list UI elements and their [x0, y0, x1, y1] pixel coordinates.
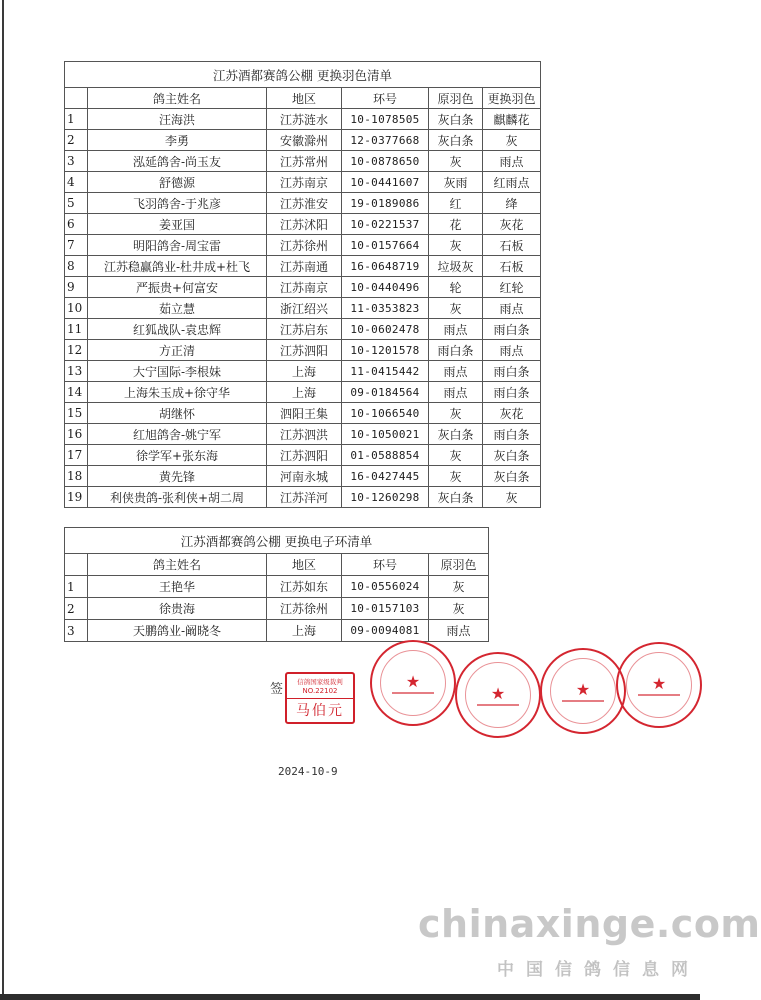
table-row	[65, 109, 541, 130]
table-cell: 上海	[267, 382, 342, 403]
table-cell: 雨点	[483, 298, 541, 319]
table-cell: 灰	[429, 235, 483, 256]
table-cell: 江苏泗洪	[267, 424, 342, 445]
license-stamp-number: NO.22102	[302, 687, 338, 695]
table-cell: 雨白条	[483, 424, 541, 445]
referee-license-stamp	[285, 672, 355, 724]
table-cell: 上海	[267, 361, 342, 382]
table-cell: 上海朱玉成+徐守华	[88, 382, 267, 403]
table-row	[65, 445, 541, 466]
table-cell: 10-0221537	[342, 214, 429, 235]
table-cell: 垃圾灰	[429, 256, 483, 277]
table-row	[65, 424, 541, 445]
table-cell: 胡继怀	[88, 403, 267, 424]
table-cell: 江苏沭阳	[267, 214, 342, 235]
column-header: 鸽主姓名	[88, 88, 267, 109]
table-cell: 轮	[429, 277, 483, 298]
table-cell: 江苏南京	[267, 277, 342, 298]
table-cell: 10-1066540	[342, 403, 429, 424]
table-cell: 3	[65, 151, 88, 172]
bottom-edge	[0, 994, 700, 1000]
document-date: 2024-10-9	[278, 765, 338, 778]
table-cell: 红旭鸽舍-姚宁军	[88, 424, 267, 445]
table-cell: 灰	[483, 487, 541, 508]
site-name-watermark: 中国信鸽信息网	[497, 960, 700, 980]
table-cell: 大宁国际-李根妹	[88, 361, 267, 382]
column-header: 鸽主姓名	[88, 554, 267, 576]
table-cell: 18	[65, 466, 88, 487]
table-cell: 12-0377668	[342, 130, 429, 151]
table-cell: 灰白条	[483, 466, 541, 487]
table-row	[65, 598, 489, 620]
table-title-row	[65, 528, 489, 554]
table-cell: 石板	[483, 235, 541, 256]
table-cell: 4	[65, 172, 88, 193]
table-cell: 灰雨	[429, 172, 483, 193]
table-cell: 灰白条	[429, 487, 483, 508]
table-cell: 10-0441607	[342, 172, 429, 193]
table-cell: 10-0556024	[342, 576, 429, 598]
referee-seal-1: ★	[370, 640, 456, 726]
table-cell: 安徽滁州	[267, 130, 342, 151]
table-cell: 王艳华	[88, 576, 267, 598]
table-cell: 8	[65, 256, 88, 277]
referee-seal-4: ★	[616, 642, 702, 728]
table-row	[65, 403, 541, 424]
table-row	[65, 277, 541, 298]
table-row	[65, 172, 541, 193]
table-cell: 16-0648719	[342, 256, 429, 277]
table-cell: 江苏南通	[267, 256, 342, 277]
table-cell: 徐学军+张东海	[88, 445, 267, 466]
table-header-row	[65, 88, 541, 109]
table-cell: 黄先锋	[88, 466, 267, 487]
table-cell: 16-0427445	[342, 466, 429, 487]
table-cell: 10-1260298	[342, 487, 429, 508]
column-header: 地区	[267, 554, 342, 576]
table-cell: 09-0094081	[342, 620, 429, 642]
table-cell: 灰白条	[429, 130, 483, 151]
table-cell: 10-0878650	[342, 151, 429, 172]
table-cell: 红轮	[483, 277, 541, 298]
table-cell: 江苏常州	[267, 151, 342, 172]
table-cell: 2	[65, 598, 88, 620]
table-cell: 天鹏鸽业-阚晓冬	[88, 620, 267, 642]
table-cell: 江苏徐州	[267, 235, 342, 256]
table-cell: 10-0157664	[342, 235, 429, 256]
table-cell: 19-0189086	[342, 193, 429, 214]
table-cell: 灰花	[483, 403, 541, 424]
table-cell: 严振贵+何富安	[88, 277, 267, 298]
table-cell: 11-0353823	[342, 298, 429, 319]
table-row	[65, 620, 489, 642]
table-row	[65, 340, 541, 361]
table-cell: 泗阳王集	[267, 403, 342, 424]
table-cell: 泓延鸽舍-尚玉友	[88, 151, 267, 172]
table-row	[65, 576, 489, 598]
table-cell: 01-0588854	[342, 445, 429, 466]
license-stamp-name: 马伯元	[287, 698, 353, 720]
table-cell: 灰	[483, 130, 541, 151]
table-cell: 雨白条	[483, 361, 541, 382]
signature-label: 签	[270, 682, 284, 697]
table-cell: 江苏如东	[267, 576, 342, 598]
table-cell: 14	[65, 382, 88, 403]
table-cell: 石板	[483, 256, 541, 277]
table-cell: 李勇	[88, 130, 267, 151]
table-cell: 方正清	[88, 340, 267, 361]
table-cell: 江苏泗阳	[267, 445, 342, 466]
table-cell: 雨白条	[483, 382, 541, 403]
table-row	[65, 151, 541, 172]
table-cell: 江苏涟水	[267, 109, 342, 130]
table-row	[65, 256, 541, 277]
table-cell: 上海	[267, 620, 342, 642]
table-cell: 3	[65, 620, 88, 642]
table-row	[65, 487, 541, 508]
table-cell: 江苏淮安	[267, 193, 342, 214]
feather-color-change-table	[64, 61, 541, 508]
table-cell: 雨白条	[483, 319, 541, 340]
table-cell: 10-0440496	[342, 277, 429, 298]
table-cell: 灰	[429, 466, 483, 487]
table-cell: 10-1078505	[342, 109, 429, 130]
table-cell: 10-0602478	[342, 319, 429, 340]
table-title: 江苏酒都赛鸽公棚 更换羽色清单	[65, 62, 541, 88]
table-cell: 10-1050021	[342, 424, 429, 445]
table-cell: 浙江绍兴	[267, 298, 342, 319]
license-stamp-title: 信鸽国家级裁判	[297, 678, 343, 686]
table-row	[65, 214, 541, 235]
table-cell: 江苏徐州	[267, 598, 342, 620]
table-cell: 河南永城	[267, 466, 342, 487]
table-cell: 15	[65, 403, 88, 424]
table-cell: 红	[429, 193, 483, 214]
table-cell: 12	[65, 340, 88, 361]
table-cell: 灰白条	[483, 445, 541, 466]
table-cell: 灰	[429, 298, 483, 319]
table-cell: 灰白条	[429, 109, 483, 130]
table-cell: 2	[65, 130, 88, 151]
table-cell: 10-1201578	[342, 340, 429, 361]
table-cell: 1	[65, 576, 88, 598]
table-row	[65, 319, 541, 340]
table-row	[65, 235, 541, 256]
table-row	[65, 382, 541, 403]
table-cell: 9	[65, 277, 88, 298]
table-cell: 雨点	[429, 620, 489, 642]
electronic-ring-change-table	[64, 527, 489, 642]
table-cell: 17	[65, 445, 88, 466]
table-cell: 江苏泗阳	[267, 340, 342, 361]
table-cell: 江苏洋河	[267, 487, 342, 508]
column-header	[65, 554, 88, 576]
referee-seal-3: ★	[540, 648, 626, 734]
table-cell: 7	[65, 235, 88, 256]
table-cell: 09-0184564	[342, 382, 429, 403]
table-cell: 江苏启东	[267, 319, 342, 340]
table-cell: 雨白条	[429, 340, 483, 361]
table-cell: 灰	[429, 151, 483, 172]
table-cell: 11	[65, 319, 88, 340]
table-cell: 雨点	[429, 319, 483, 340]
table-cell: 灰	[429, 598, 489, 620]
table-cell: 茹立慧	[88, 298, 267, 319]
table-cell: 10-0157103	[342, 598, 429, 620]
table-cell: 明阳鸽舍-周宝雷	[88, 235, 267, 256]
table-cell: 雨点	[429, 382, 483, 403]
site-watermark: chinaxinge.com	[418, 902, 761, 946]
table-row	[65, 193, 541, 214]
table-cell: 红狐战队-袁忠辉	[88, 319, 267, 340]
column-header: 原羽色	[429, 88, 483, 109]
column-header: 地区	[267, 88, 342, 109]
table-cell: 雨点	[483, 340, 541, 361]
table-cell: 雨点	[483, 151, 541, 172]
column-header: 环号	[342, 88, 429, 109]
table-cell: 19	[65, 487, 88, 508]
table-cell: 绛	[483, 193, 541, 214]
table-row	[65, 298, 541, 319]
table-cell: 11-0415442	[342, 361, 429, 382]
column-header: 原羽色	[429, 554, 489, 576]
table-cell: 姜亚国	[88, 214, 267, 235]
table-row	[65, 466, 541, 487]
table-cell: 舒德源	[88, 172, 267, 193]
table-row	[65, 361, 541, 382]
table-header-row	[65, 554, 489, 576]
page-edge-shadow	[2, 0, 4, 1000]
column-header: 更换羽色	[483, 88, 541, 109]
referee-seal-2: ★	[455, 652, 541, 738]
table-cell: 花	[429, 214, 483, 235]
table-cell: 灰	[429, 445, 483, 466]
column-header: 环号	[342, 554, 429, 576]
table-cell: 飞羽鸽舍-于兆彦	[88, 193, 267, 214]
column-header	[65, 88, 88, 109]
table-cell: 灰白条	[429, 424, 483, 445]
table-cell: 灰	[429, 403, 483, 424]
table-cell: 徐贵海	[88, 598, 267, 620]
table-cell: 13	[65, 361, 88, 382]
table-title-row	[65, 62, 541, 88]
table-cell: 雨点	[429, 361, 483, 382]
table-cell: 6	[65, 214, 88, 235]
table-cell: 江苏南京	[267, 172, 342, 193]
table-cell: 利侠贵鸽-张利侠+胡二周	[88, 487, 267, 508]
table-cell: 江苏稳赢鸽业-杜井成+杜飞	[88, 256, 267, 277]
table-cell: 5	[65, 193, 88, 214]
table-cell: 灰	[429, 576, 489, 598]
table-cell: 1	[65, 109, 88, 130]
table-cell: 灰花	[483, 214, 541, 235]
table-row	[65, 130, 541, 151]
table-cell: 麒麟花	[483, 109, 541, 130]
table-cell: 16	[65, 424, 88, 445]
table-cell: 汪海洪	[88, 109, 267, 130]
table-title: 江苏酒都赛鸽公棚 更换电子环清单	[65, 528, 489, 554]
table-cell: 10	[65, 298, 88, 319]
table-cell: 红雨点	[483, 172, 541, 193]
